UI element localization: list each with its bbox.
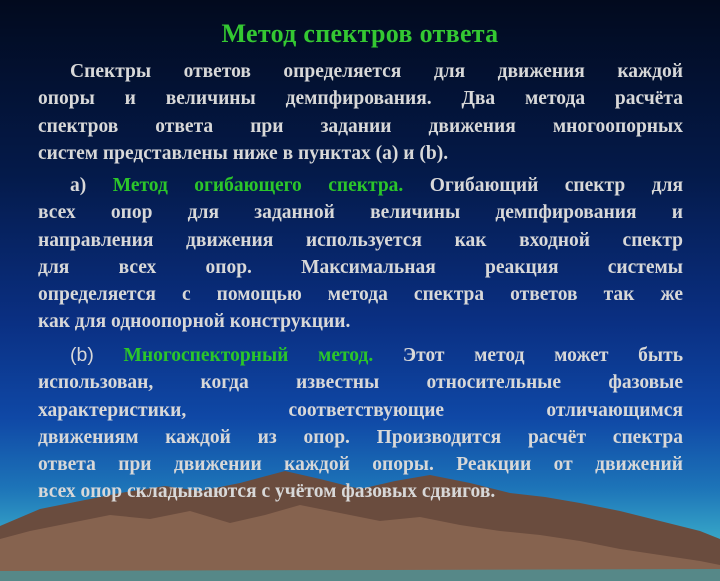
method-b-heading: Многоспекторный метод.	[123, 345, 374, 366]
method-a-heading: Метод огибающего спектра.	[112, 175, 404, 196]
text-line: характеристики, соответствующие отличающимся	[38, 399, 683, 421]
text-line: всех опор для заданной величины демпфирования и	[38, 202, 683, 224]
item-marker-a: а)	[70, 175, 87, 196]
method-b-paragraph	[38, 342, 683, 506]
water-strip	[0, 569, 720, 581]
text-line: спектров ответа при задании движения многоопорных	[38, 115, 683, 137]
text-line: использован, когда известны относительные фазовые	[38, 372, 683, 394]
text-line: движениям каждой из опор. Производится расчёт спектра	[38, 426, 683, 448]
text-line	[38, 342, 683, 369]
text-line: систем представлены ниже в пунктах (а) и (b).	[38, 142, 449, 164]
text-line: определяется с помощью метода спектра ответов так же	[38, 284, 683, 306]
method-a-paragraph	[38, 172, 683, 336]
text-line: ответа при движении каждой опоры. Реакции от движений	[38, 454, 683, 476]
text-line: как для одноопорной конструкции.	[38, 311, 351, 333]
text-line	[38, 172, 683, 199]
text-line: для всех опор. Максимальная реакция системы	[38, 256, 683, 278]
intro-paragraph	[38, 58, 683, 167]
text-line: Спектры ответов определяется для движения каждой	[70, 61, 683, 82]
slide-title: Метод спектров ответа	[221, 19, 499, 48]
text-fragment: Огибающий спектр для	[429, 175, 683, 196]
text-line: направления движения используется как входной спектр	[38, 229, 683, 251]
text-line: всех опор складываются с учётом фазовых сдвигов.	[38, 481, 496, 503]
text-fragment: Этот метод может быть	[402, 345, 684, 366]
text-line: опоры и величины демпфирования. Два метода расчёта	[38, 88, 683, 110]
item-marker-b: (b)	[70, 344, 94, 366]
